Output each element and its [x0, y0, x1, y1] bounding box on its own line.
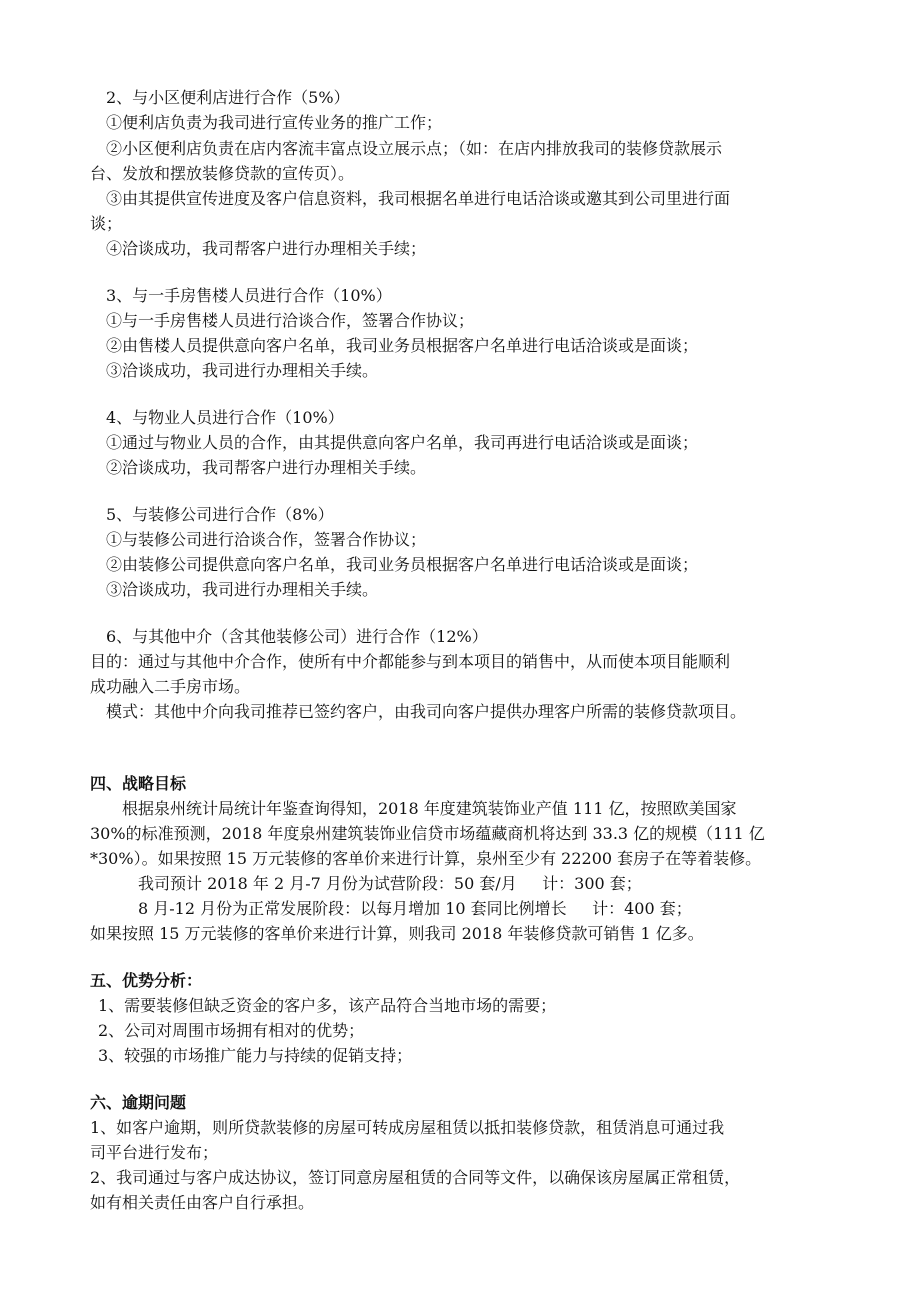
- mode-text: 模式：其他中介向我司推荐已签约客户，由我司向客户提供办理客户所需的装修贷款项目。: [106, 702, 747, 721]
- section-heading: 四、战略目标: [90, 774, 187, 793]
- paragraph-line: 1、如客户逾期，则所贷款装修的房屋可转成房屋租赁以抵扣装修贷款，租赁消息可通过我: [90, 1118, 725, 1137]
- purpose-text: 目的：通过与其他中介合作，使所有中介都能参与到本项目的销售中，从而使本项目能顺利: [90, 652, 731, 671]
- paragraph-line: 8 月-12 月份为正常发展阶段：以每月增加 10 套同比例增长 计：400 套；: [138, 899, 692, 918]
- item-title: 2、与小区便利店进行合作（5%）: [106, 88, 350, 107]
- section-heading: 五、优势分析：: [90, 971, 203, 990]
- item-step: ①与一手房售楼人员进行洽谈合作，签署合作协议；: [106, 311, 475, 330]
- paragraph-line: 如果按照 15 万元装修的客单价来进行计算，则我司 2018 年装修贷款可销售 1 亿多。: [90, 924, 704, 943]
- item-step: ①便利店负责为我司进行宣传业务的推广工作；: [106, 113, 443, 132]
- item-step: ③洽谈成功，我司进行办理相关手续。: [106, 361, 379, 380]
- list-item: 2、公司对周围市场拥有相对的优势；: [98, 1021, 365, 1040]
- section-heading: 六、逾期问题: [90, 1093, 187, 1112]
- item-step: ③洽谈成功，我司进行办理相关手续。: [106, 580, 379, 599]
- item-step: ②由售楼人员提供意向客户名单，我司业务员根据客户名单进行电话洽谈或是面谈；: [106, 336, 699, 355]
- item-step: ①与装修公司进行洽谈合作，签署合作协议；: [106, 530, 427, 549]
- item-step: ③由其提供宣传进度及客户信息资料，我司根据名单进行电话洽谈或邀其到公司里进行面: [106, 189, 731, 208]
- list-item: 1、需要装修但缺乏资金的客户多，该产品符合当地市场的需要；: [98, 996, 557, 1015]
- item-step: ④洽谈成功，我司帮客户进行办理相关手续；: [106, 239, 427, 258]
- item-step: ②洽谈成功，我司帮客户进行办理相关手续。: [106, 458, 427, 477]
- item-step: ②小区便利店负责在店内客流丰富点设立展示点；（如：在店内排放我司的装修贷款展示: [106, 139, 723, 158]
- purpose-text-continued: 成功融入二手房市场。: [90, 677, 251, 696]
- paragraph-line: 司平台进行发布；: [90, 1143, 219, 1162]
- item-title: 4、与物业人员进行合作（10%）: [106, 408, 344, 427]
- item-title: 5、与装修公司进行合作（8%）: [106, 505, 334, 524]
- item-title: 6、与其他中介（含其他装修公司）进行合作（12%）: [106, 627, 488, 646]
- paragraph-line: *30%）。如果按照 15 万元装修的客单价来进行计算，泉州至少有 22200 套房子在等着装修。: [90, 849, 762, 868]
- item-step: ②由装修公司提供意向客户名单，我司业务员根据客户名单进行电话洽谈或是面谈；: [106, 555, 699, 574]
- item-step: ①通过与物业人员的合作，由其提供意向客户名单，我司再进行电话洽谈或是面谈；: [106, 433, 699, 452]
- paragraph-line: 如有相关责任由客户自行承担。: [90, 1193, 315, 1212]
- paragraph-line: 30%的标准预测，2018 年度泉州建筑装饰业信贷市场蕴藏商机将达到 33.3 亿的规模（111 亿: [90, 824, 765, 843]
- item-step-continued: 谈；: [90, 214, 123, 233]
- item-title: 3、与一手房售楼人员进行合作（10%）: [106, 286, 392, 305]
- paragraph-line: 2、我司通过与客户成达协议，签订同意房屋租赁的合同等文件，以确保该房屋属正常租赁，: [90, 1168, 741, 1187]
- paragraph-line: 我司预计 2018 年 2 月-7 月份为试营阶段：50 套/月 计：300 套；: [138, 874, 642, 893]
- list-item: 3、较强的市场推广能力与持续的促销支持；: [98, 1046, 413, 1065]
- item-step-continued: 台、发放和摆放装修贷款的宣传页）。: [90, 164, 355, 183]
- paragraph-line: 根据泉州统计局统计年鉴查询得知，2018 年度建筑装饰业产值 111 亿，按照欧美国家: [122, 799, 737, 818]
